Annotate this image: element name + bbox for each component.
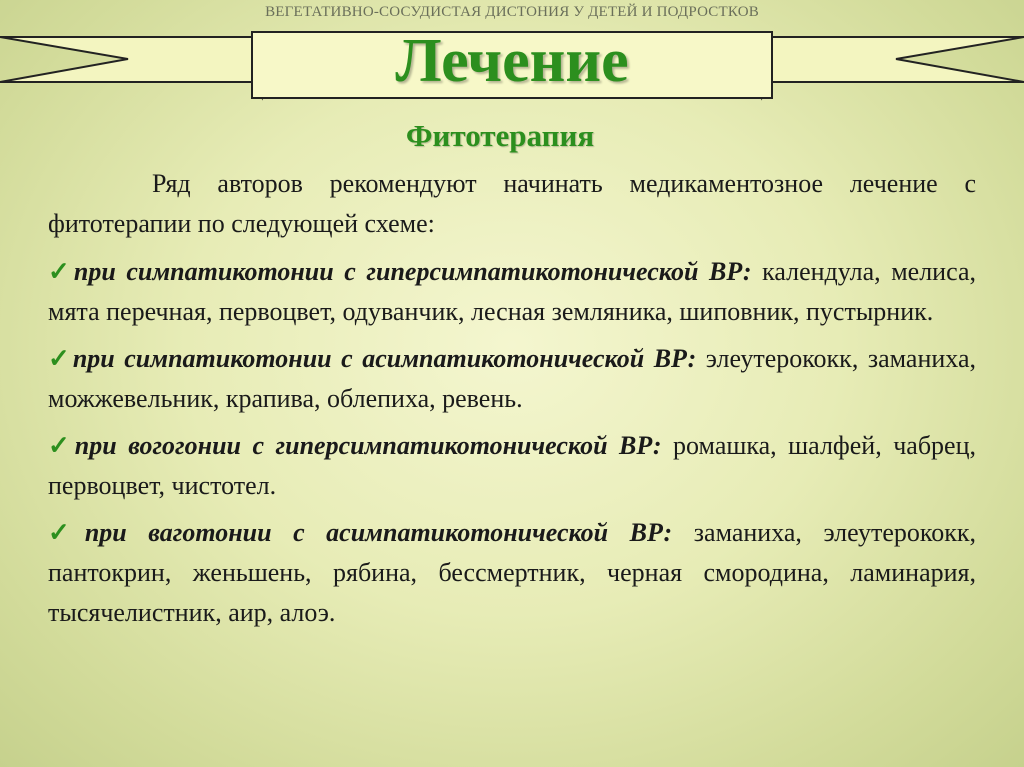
list-item bbox=[48, 252, 976, 332]
item-label: при симпатикотонии с асимпатикотонической ВР: bbox=[72, 344, 697, 373]
check-icon: ✓ bbox=[48, 431, 75, 460]
item-text: элеутерококк, заманиха, можжевельник, крапива, облепиха, ревень. bbox=[48, 344, 976, 413]
section-title: Фитотерапия bbox=[405, 118, 595, 153]
slide-subtitle: ВЕГЕТАТИВНО-СОСУДИСТАЯ ДИСТОНИЯ У ДЕТЕЙ И ПОДРОСТКОВ bbox=[265, 4, 759, 20]
item-text: календула, мелиса, мята перечная, первоцвет, одуванчик, лесная земляника, шиповник, пустырник. bbox=[48, 257, 976, 326]
item-label: при симпатикотонии с гиперсимпатикотонической ВР: bbox=[73, 257, 752, 286]
item-label: при вогогонии с гиперсимпатикотонической ВР: bbox=[74, 431, 662, 460]
item-text: ромашка, шалфей, чабрец, первоцвет, чистотел. bbox=[48, 431, 977, 500]
item-label: при ваготонии с асимпатикотонической ВР: bbox=[84, 518, 673, 547]
list-item bbox=[48, 426, 976, 506]
item-text: заманиха, элеутерококк, пантокрин, женьшень, рябина, бессмертник, черная смородина, ламинария, тысячелистник, аир, алоэ. bbox=[48, 518, 976, 627]
intro-paragraph: Ряд авторов рекомендуют начинать медикаментозное лечение с фитотерапии по следующей схеме: bbox=[48, 169, 976, 238]
check-icon: ✓ bbox=[48, 257, 74, 286]
check-icon: ✓ bbox=[48, 344, 73, 373]
check-icon: ✓ bbox=[48, 518, 85, 547]
list-item bbox=[48, 513, 976, 633]
content-body bbox=[48, 164, 976, 640]
slide-title: Лечение bbox=[395, 27, 629, 95]
list-item bbox=[48, 339, 976, 419]
